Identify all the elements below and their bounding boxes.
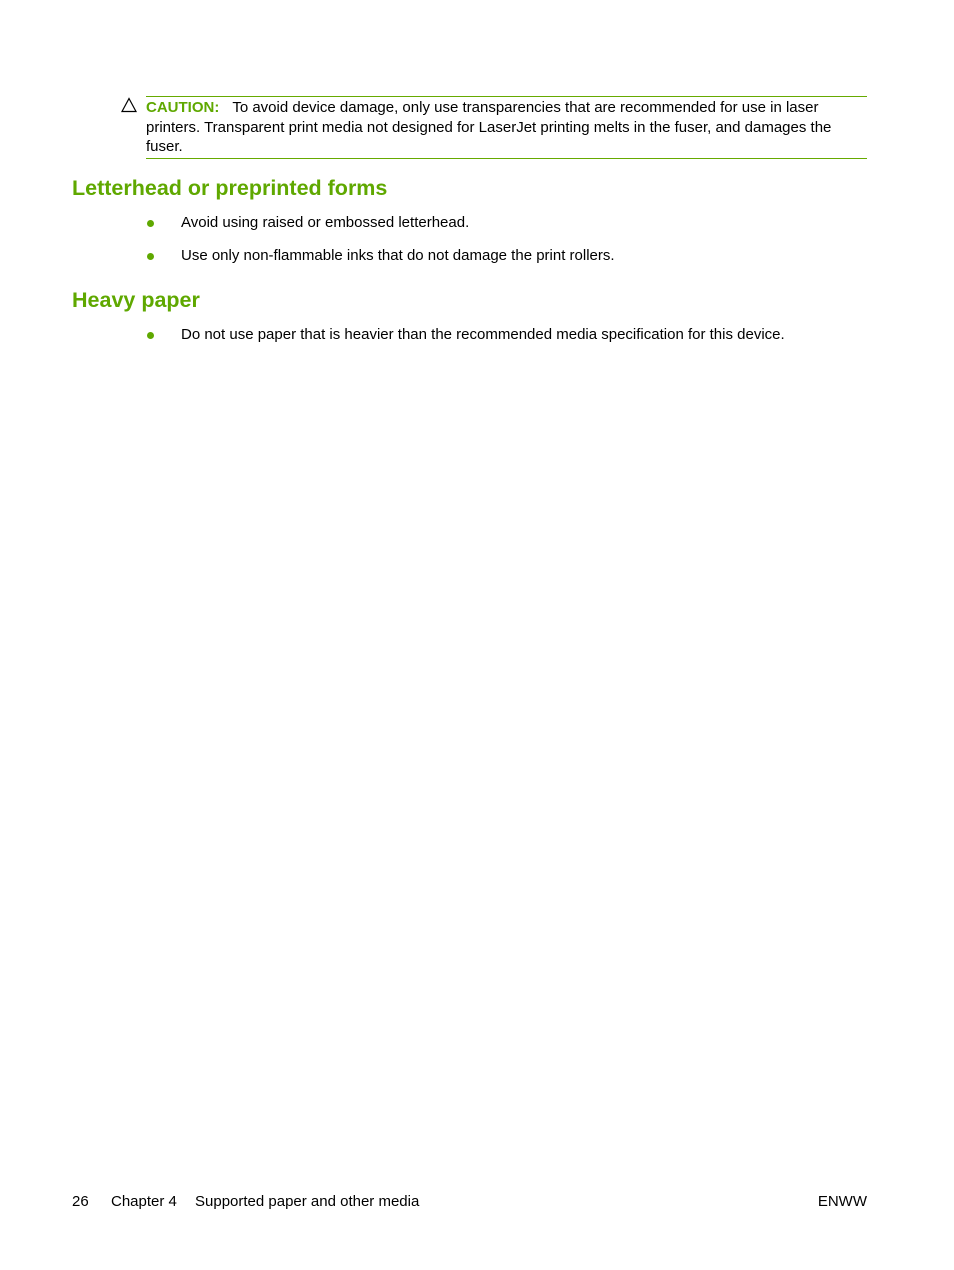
caution-label: CAUTION: <box>146 99 220 116</box>
list-item-text: Do not use paper that is heavier than the recommended media specification for this device. <box>181 326 785 343</box>
list-item-text: Avoid using raised or embossed letterhead. <box>181 214 470 231</box>
caution-note <box>146 96 867 159</box>
bullet-icon <box>147 253 154 260</box>
list-item <box>0 325 954 345</box>
footer-page-number: 26 <box>72 1193 89 1210</box>
list-item <box>0 213 954 233</box>
bullet-icon <box>147 332 154 339</box>
list-item-text: Use only non-flammable inks that do not damage the print rollers. <box>181 247 615 264</box>
warning-triangle-icon <box>121 97 137 113</box>
footer-chapter: Chapter 4 <box>111 1193 177 1210</box>
list-item <box>0 246 954 266</box>
footer-locale-label: ENWW <box>817 1193 867 1210</box>
section-heading-letterhead: Letterhead or preprinted forms <box>72 176 388 200</box>
caution-text: To avoid device damage, only use transparencies that are recommended for use in laser printers. Transparent print media not designed for LaserJet printing melts in the fuser, and damages the fuser. <box>146 99 832 155</box>
section-heading-heavy-paper: Heavy paper <box>72 288 200 312</box>
bullet-icon <box>147 220 154 227</box>
footer-chapter-title: Supported paper and other media <box>195 1193 420 1210</box>
